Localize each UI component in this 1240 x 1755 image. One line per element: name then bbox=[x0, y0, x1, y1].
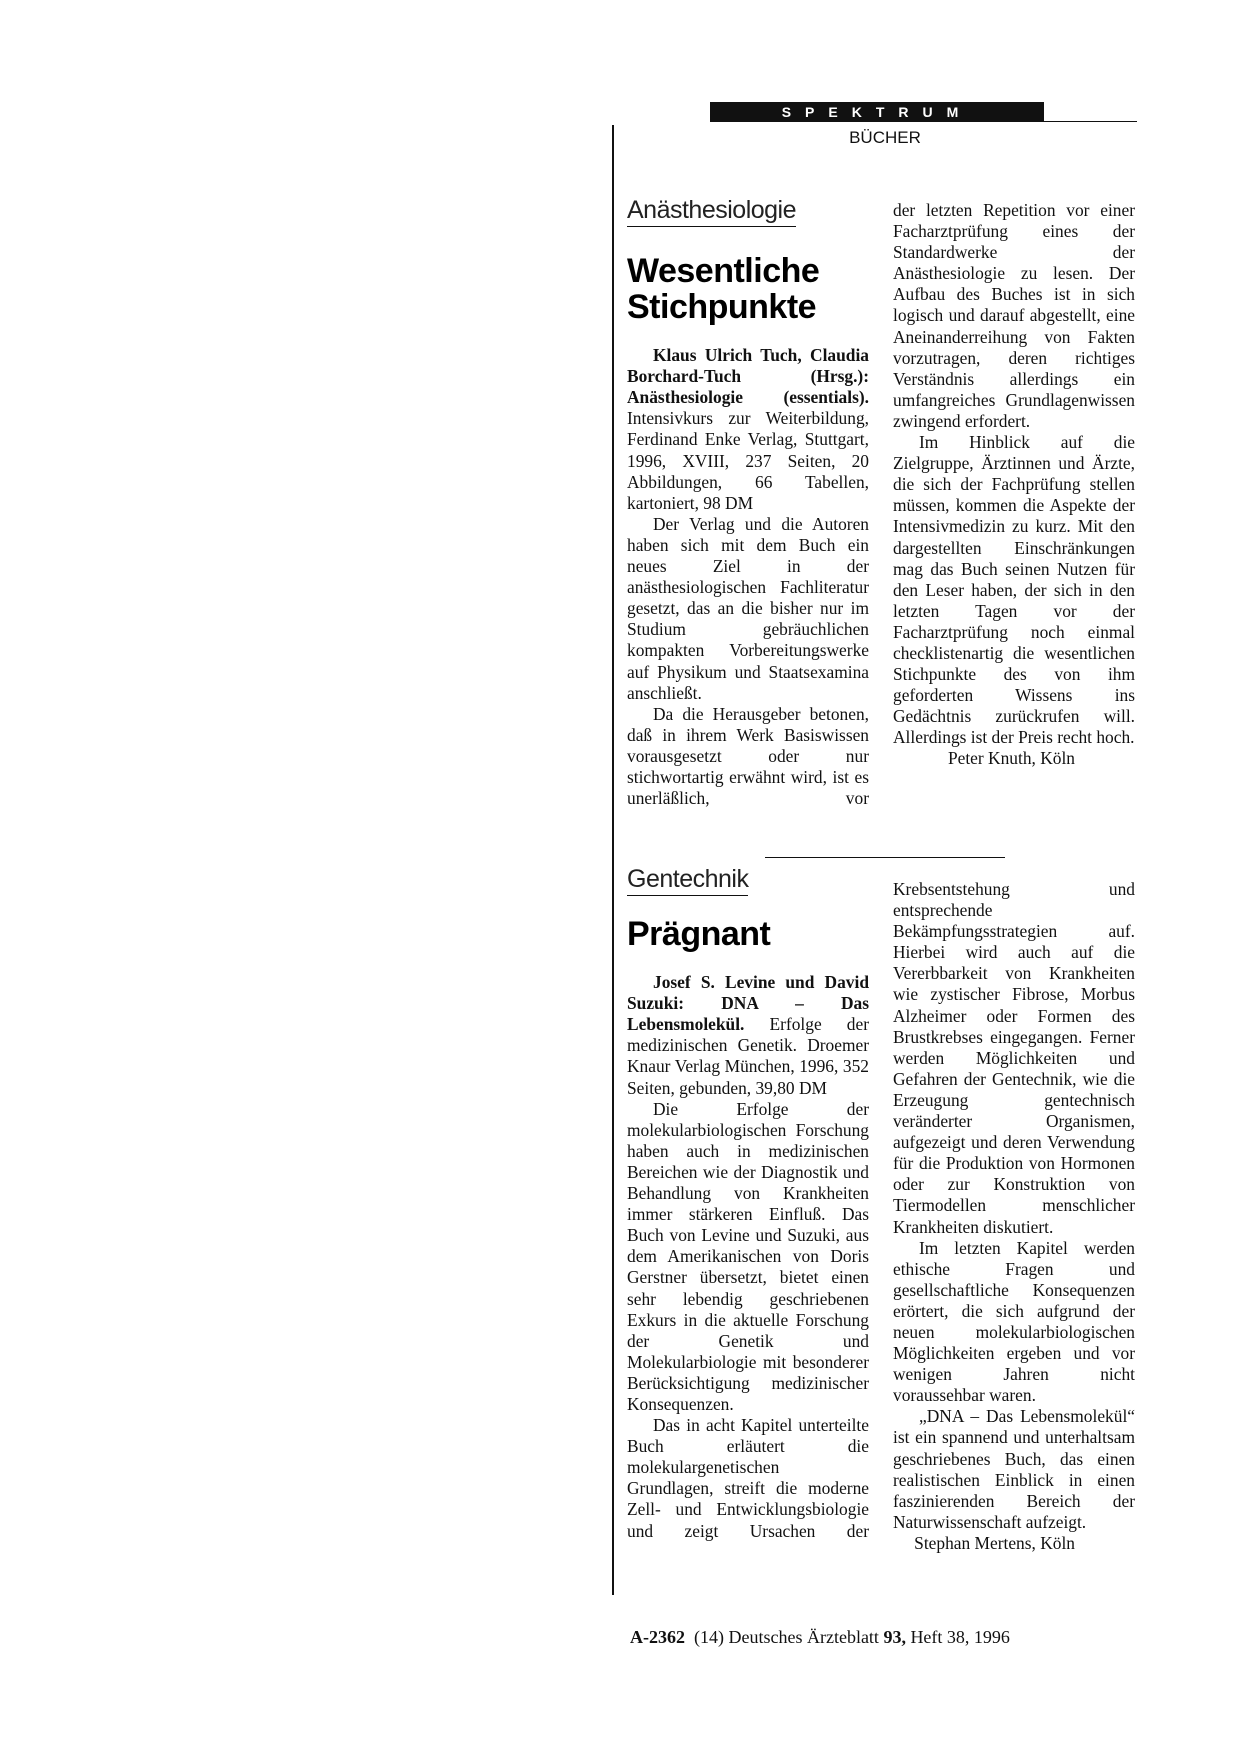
page-number: A-2362 bbox=[630, 1627, 685, 1647]
volume-number: 93, bbox=[883, 1627, 906, 1647]
article2-bib-text: Erfolge der medizinischen Genetik. Droemer Knaur Verlag München, 1996, 352 Seiten, gebunden, 39,80 DM bbox=[627, 1014, 869, 1098]
issue-info: Heft 38, 1996 bbox=[910, 1627, 1010, 1647]
section-subtitle: BÜCHER bbox=[849, 128, 921, 147]
header-rule bbox=[1044, 121, 1137, 122]
journal-name: (14) Deutsches Ärzteblatt bbox=[694, 1627, 879, 1647]
article2-headline: Prägnant bbox=[627, 915, 771, 954]
article2-paragraph: Im letzten Kapitel werden ethische Fragen und gesellschaftliche Konsequenzen erörtert, die sich aufgrund der neuen molekularbiologischen Möglichkeiten ergeben und vor wenigen Jahren nicht voraussehbar waren. bbox=[893, 1237, 1135, 1406]
column-rule bbox=[612, 125, 614, 1595]
article2-paragraph: Die Erfolge der molekularbiologischen Forschung haben auch in medizinischen Bereichen wie der Diagnostik und Behandlung von Krankheiten immer stärkeren Einfluß. Das Buch von Levine und Suzuki, aus dem Amerikanischen von Doris Gerstner übersetzt, bietet einen sehr lebendig geschriebenen Exkurs in die aktuelle Forschung der Genetik und Molekularbiologie mit besonderer Berücksichtigung medizinischer Konsequenzen. bbox=[627, 1098, 869, 1414]
article2-kicker: Gentechnik bbox=[627, 869, 748, 896]
article2-paragraph: „DNA – Das Lebensmolekül“ ist ein spannend und unterhaltsam geschriebenes Buch, das einen realistischen Einblick in einen faszinierenden Bereich der Naturwissenschaft aufzeigt. bbox=[893, 1406, 1135, 1532]
article2-column-right bbox=[893, 879, 1135, 1554]
article1-paragraph: Im Hinblick auf die Zielgruppe, Ärztinnen und Ärzte, die sich der Fachprüfung stellen müssen, kommen die Aspekte der Intensivmedizin zu kurz. Mit den dargestellten Einschränkungen mag das Buch seinen Nutzen für den Leser haben, der sich in den letzten Tagen vor der Facharztprüfung noch einmal checklistenartig die wesentlichen Stichpunkte des von ihm geforderten Wissens ins Gedächtnis zurückrufen will. Allerdings ist der Preis recht hoch. bbox=[893, 432, 1135, 748]
article1-author: Peter Knuth, Köln bbox=[947, 748, 1075, 769]
article1-bibliography bbox=[627, 345, 869, 514]
page-footer bbox=[630, 1627, 1010, 1648]
section-banner: SPEKTRUM bbox=[710, 102, 1044, 122]
article2-author: Stephan Mertens, Köln bbox=[914, 1532, 1075, 1553]
article2-paragraph: Krebsentstehung und entsprechende Bekämpfungsstrategien auf. Hierbei wird auch auf die Vererbbarkeit von Krankheiten wie zystischer Fibrose, Morbus Alzheimer oder Formen des Brustkrebses eingegangen. Ferner werden Möglichkeiten und Gefahren der Gentechnik, wie die Erzeugung gentechnisch veränderter Organismen, aufgezeigt und deren Verwendung für die Produktion von Hormonen oder zur Konstruktion von Tiermodellen menschlicher Krankheiten diskutiert. bbox=[893, 879, 1135, 1237]
article1-headline-line2: Stichpunkte bbox=[627, 288, 817, 327]
article2-paragraph: Das in acht Kapitel unterteilte Buch erläutert die molekulargenetischen Grundlagen, streift die moderne Zell- und Entwicklungsbiologie und zeigt Ursachen der bbox=[627, 1415, 869, 1541]
article2-column-left bbox=[627, 865, 869, 1542]
article1-headline-line1: Wesentliche bbox=[627, 252, 820, 291]
article1-column-right bbox=[893, 200, 1135, 770]
article1-paragraph: der letzten Repetition vor einer Facharztprüfung eines der Standardwerke der Anästhesiologie zu lesen. Der Aufbau des Buches ist in sich logisch und darauf abgestellt, eine Aneinanderreihung von Fakten vorzutragen, deren richtiges Verständnis allerdings ein umfangreiches Grundlagenwissen zwingend erfordert. bbox=[893, 200, 1135, 431]
article-divider bbox=[765, 857, 1005, 858]
article1-column-left bbox=[627, 196, 869, 809]
article1-kicker: Anästhesiologie bbox=[627, 200, 796, 227]
article2-bibliography bbox=[627, 972, 869, 1099]
article2-bib-bold: Josef S. Levine und David Suzuki: DNA – Das Lebensmolekül. bbox=[627, 972, 869, 1035]
article1-paragraph: Der Verlag und die Autoren haben sich mit dem Buch ein neues Ziel in der anästhesiologischen Fachliteratur gesetzt, das an die bisher nur im Studium gebräuchlichen kompakten Vorbereitungswerke auf Physikum und Staatsexamina anschließt. bbox=[627, 513, 869, 703]
article1-paragraph: Da die Herausgeber betonen, daß in ihrem Werk Basiswissen vorausgesetzt oder nur stichwortartig erwähnt wird, ist es unerläßlich, vor bbox=[627, 703, 869, 809]
article1-bib-text: Intensivkurs zur Weiterbildung, Ferdinand Enke Verlag, Stuttgart, 1996, XVIII, 237 Seiten, 20 Abbildungen, 66 Tabellen, kartoniert, 98 DM bbox=[627, 408, 869, 513]
article1-bib-bold: Klaus Ulrich Tuch, Claudia Borchard-Tuch (Hrsg.): Anästhesiologie (essentials). bbox=[627, 345, 869, 408]
